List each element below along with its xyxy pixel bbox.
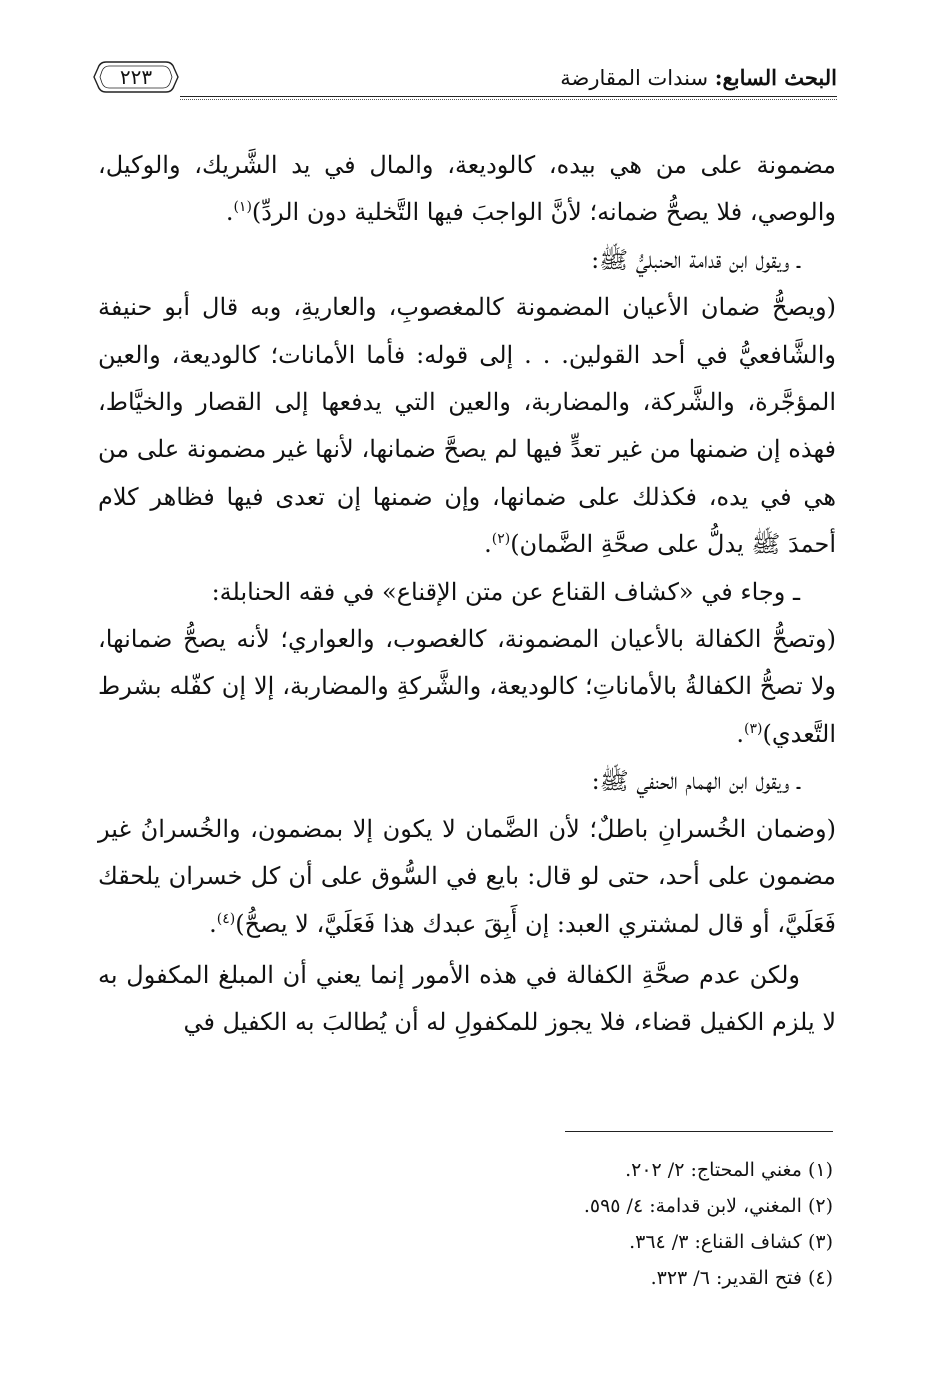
footnote-2: (٢) المغني، لابن قدامة: ٤/ ٥٩٥. [583, 1195, 833, 1217]
footnote-ref-1: (١) [233, 199, 252, 216]
paragraph-3-end: . [484, 530, 492, 559]
footnote-ref-3: (٣) [743, 720, 763, 737]
paragraph-3-quote [98, 284, 836, 568]
footnotes [333, 1152, 833, 1296]
paragraph-1-text: مضمونة على من هي بيده، كالوديعة، والمال في يد الشَّريك، والوكيل، والوصي، فلا يصحُّ ضمانه؛ لأنَّ الواجبَ فيها التَّخلية دون الردِّ) [98, 151, 836, 227]
paragraph-1-end: . [225, 198, 234, 227]
paragraph-8: ولكن عدم صحَّةِ الكفالة في هذه الأمور إنما يعني أن المبلغ المكفول به لا يلزم الكفيل قضاء، فلا يجوز للمكفولِ له أن يُطالبَ به الكفيل في [98, 960, 836, 1037]
paragraph-7-text: (وضمان الخُسرانِ باطلٌ؛ لأن الضَّمان لا يكون إلا بمضمون، والخُسرانُ غير مضمون على أحد، حتى لو قال: بايع في السُّوق على أن كل خسران يلحقك فَعَلَيَّ، أو قال لمشتري العبد: إن أَبِقَ عبدك هذا فَعَلَيَّ، لا يصحُّ) [98, 814, 836, 938]
main-text [98, 142, 836, 1047]
footnote-3: (٣) كشاف القناع: ٣/ ٣٦٤. [629, 1231, 833, 1253]
header-chapter-title: سندات المقارضة [560, 66, 709, 90]
footnote-ref-4: (٤) [216, 910, 236, 927]
running-header [92, 56, 837, 102]
paragraph-4-heading: ـ وجاء في «كشاف القناع عن متن الإقناع» في فقه الحنابلة: [211, 577, 800, 606]
paragraph-7-end: . [209, 909, 217, 938]
page-number-frame [92, 58, 180, 96]
header-title [560, 64, 837, 92]
footnote-4: (٤) فتح القدير: ٦/ ٣٢٣. [650, 1267, 833, 1289]
paragraph-5-end: . [736, 719, 744, 748]
header-part-label: البحث السابع: [714, 65, 837, 90]
footnote-ref-2: (٢) [491, 531, 511, 548]
paragraph-3-text: (ويصحُّ ضمان الأعيان المضمونة كالمغصوبِ، والعاريةِ، وبه قال أبو حنيفة والشَّافعيُّ في أحد القولين. . . إلى قوله: فأما الأمانات؛ كالوديعة، والعين المؤجَّرة، والشَّركة، والمضاربة، والعين التي يدفعها إلى القصار والخيَّاط، فهذه إن ضمنها من غير تعدٍّ فيها لم يصحَّ ضمانها، لأنها غير مضمونة على من هي في يده، فكذلك على ضمانها، وإن ضمنها إن تعدى فيها فظاهر كلام أحمدَ ﷺ يدلُّ على صحَّةِ الضَّمان) [98, 293, 836, 559]
header-rule [180, 96, 837, 100]
paragraph-2-heading: ـ ويقول ابن قدامة الحنبليُّ ﷺ: [591, 245, 800, 274]
page-number: ٢٢٣ [119, 65, 153, 89]
footnote-1: (١) مغني المحتاج: ٢/ ٢٠٢. [625, 1159, 833, 1181]
paragraph-1 [98, 142, 836, 237]
paragraph-6-heading: ـ ويقول ابن الهمام الحنفي ﷺ: [591, 767, 800, 796]
paragraph-7-quote [98, 806, 836, 948]
paragraph-5-quote [98, 616, 836, 758]
paragraph-5-text: (وتصحُّ الكفالة بالأعيان المضمونة، كالغصوب، والعواري؛ لأنه يصحُّ ضمانها، ولا تصحُّ الكفالةُ بالأماناتِ؛ كالوديعة، والشَّركةِ والمضاربة، إلا إن كفّله بشرط التَّعدي) [98, 625, 836, 748]
footnote-separator [565, 1131, 833, 1132]
